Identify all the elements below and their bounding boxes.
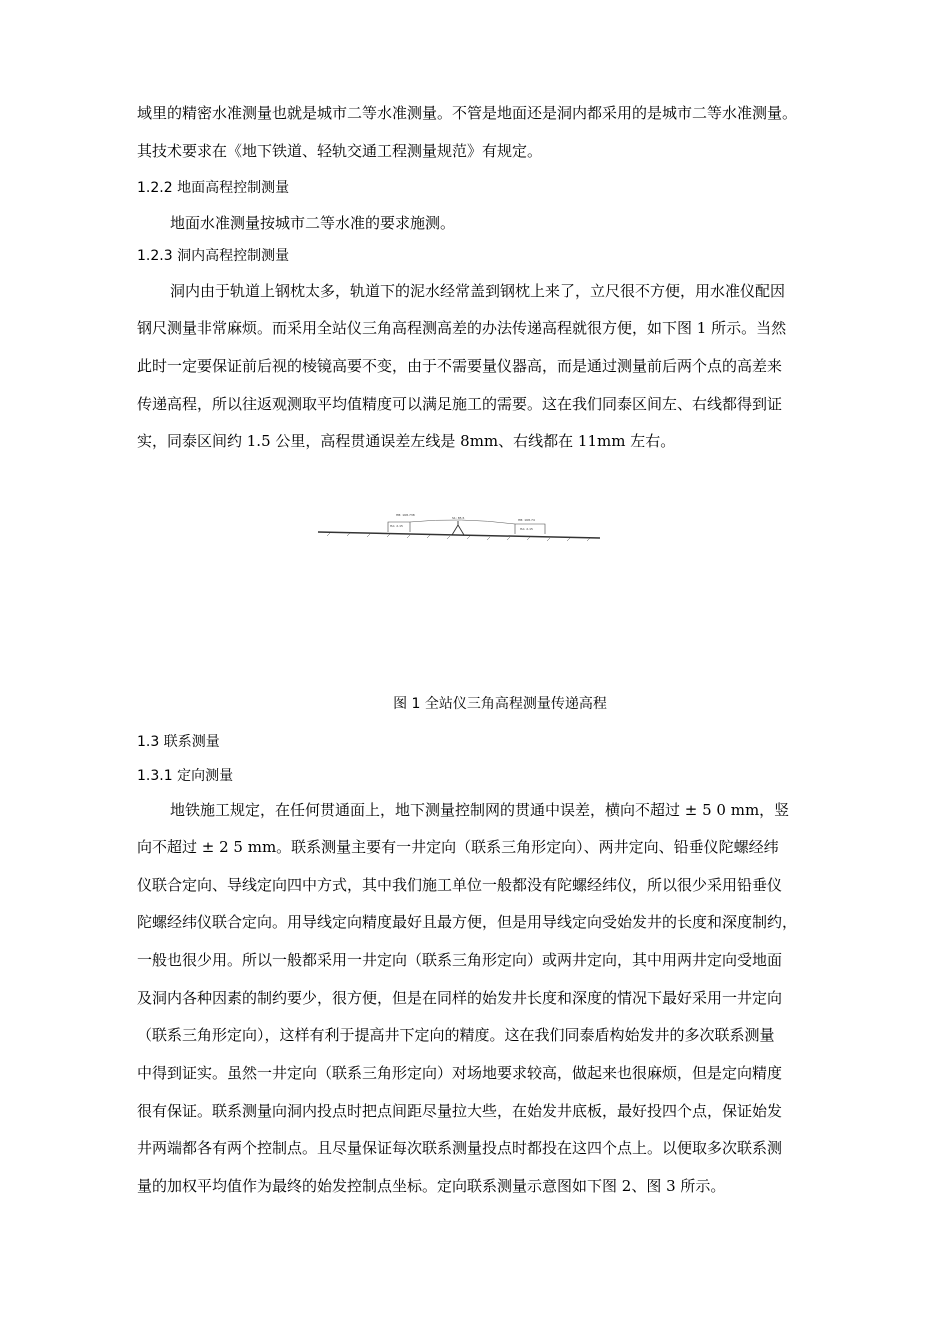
paragraph-line: 洞内由于轨道上钢枕太多，轨道下的泥水经常盖到钢枕上来了，立尺很不方便，用水准仪配因 [170,282,786,300]
figure-label: HB: 168.738 [396,513,415,517]
section-heading-1-3: 1.3 联系测量 [137,734,220,750]
section-heading-1-2-2: 1.2.2 地面高程控制测量 [137,180,290,196]
figure-label: S1: 85.5 [452,516,465,520]
paragraph-line: 域里的精密水准测量也就是城市二等水准测量。不管是地面还是洞内都采用的是城市二等水准测量。 [137,104,798,122]
paragraph-line: 一般也很少用。所以一般都采用一井定向（联系三角形定向）或两井定向，其中用两井定向受地面 [137,951,783,969]
figure-label: HA: 2.15 [390,524,403,528]
paragraph-line: （联系三角形定向），这样有利于提高井下定向的精度。这在我们同泰盾构始发井的多次联系测量 [137,1026,775,1044]
paragraph-line: 此时一定要保证前后视的棱镜高要不变，由于不需要量仪器高，而是通过测量前后两个点的高差来 [137,357,783,375]
figure-label: HA: 2.15 [520,527,533,531]
paragraph-line: 陀螺经纬仪联合定向。用导线定向精度最好且最方便，但是用导线定向受始发井的长度和深度制约， [137,913,798,931]
section-heading-1-3-1: 1.3.1 定向测量 [137,768,234,784]
paragraph-line: 钢尺测量非常麻烦。而采用全站仪三角高程测高差的办法传递高程就很方便，如下图 1 所示。当然 [137,319,787,337]
ground-line [318,532,600,538]
paragraph-line: 及洞内各种因素的制约要少，很方便，但是在同样的始发井长度和深度的情况下最好采用一井定向 [137,989,783,1007]
sight-line [410,520,515,524]
figure-label: HB: 168.74 [518,518,535,522]
paragraph-line: 实，同泰区间约 1.5 公里，高程贯通误差左线是 8mm、右线都在 11mm 左右。 [137,432,676,450]
paragraph-line: 仪联合定向、导线定向四中方式，其中我们施工单位一般都没有陀螺经纬仪，所以很少采用铅垂仪 [137,876,783,894]
paragraph-line: 向不超过 ± 2 5 mm。联系测量主要有一井定向（联系三角形定向）、两井定向、铅垂仪陀螺经纬 [137,838,779,856]
paragraph-line: 很有保证。联系测量向洞内投点时把点间距尽量拉大些，在始发井底板，最好投四个点，保证始发 [137,1102,783,1120]
paragraph-line: 其技术要求在《地下铁道、轻轨交通工程测量规范》有规定。 [137,142,543,160]
total-station-tripod [452,521,464,535]
section-heading-1-2-3: 1.2.3 洞内高程控制测量 [137,248,290,264]
paragraph-line: 传递高程，所以往返观测取平均值精度可以满足施工的需要。这在我们同泰区间左、右线都得到证 [137,395,783,413]
figure-1-diagram [310,505,610,550]
paragraph-line: 地铁施工规定，在任何贯通面上，地下测量控制网的贯通中误差，横向不超过 ± 5 0 mm，竖 [170,801,790,819]
paragraph-line: 中得到证实。虽然一井定向（联系三角形定向）对场地要求较高，做起来也很麻烦，但是定向精度 [137,1064,783,1082]
figure-1-caption: 图 1 全站仪三角高程测量传递高程 [393,696,607,712]
paragraph-line: 井两端都各有两个控制点。且尽量保证每次联系测量投点时都投在这四个点上。以便取多次联系测 [137,1139,783,1157]
paragraph-line: 地面水准测量按城市二等水准的要求施测。 [170,214,456,232]
paragraph-line: 量的加权平均值作为最终的始发控制点坐标。定向联系测量示意图如下图 2、图 3 所示。 [137,1177,726,1195]
